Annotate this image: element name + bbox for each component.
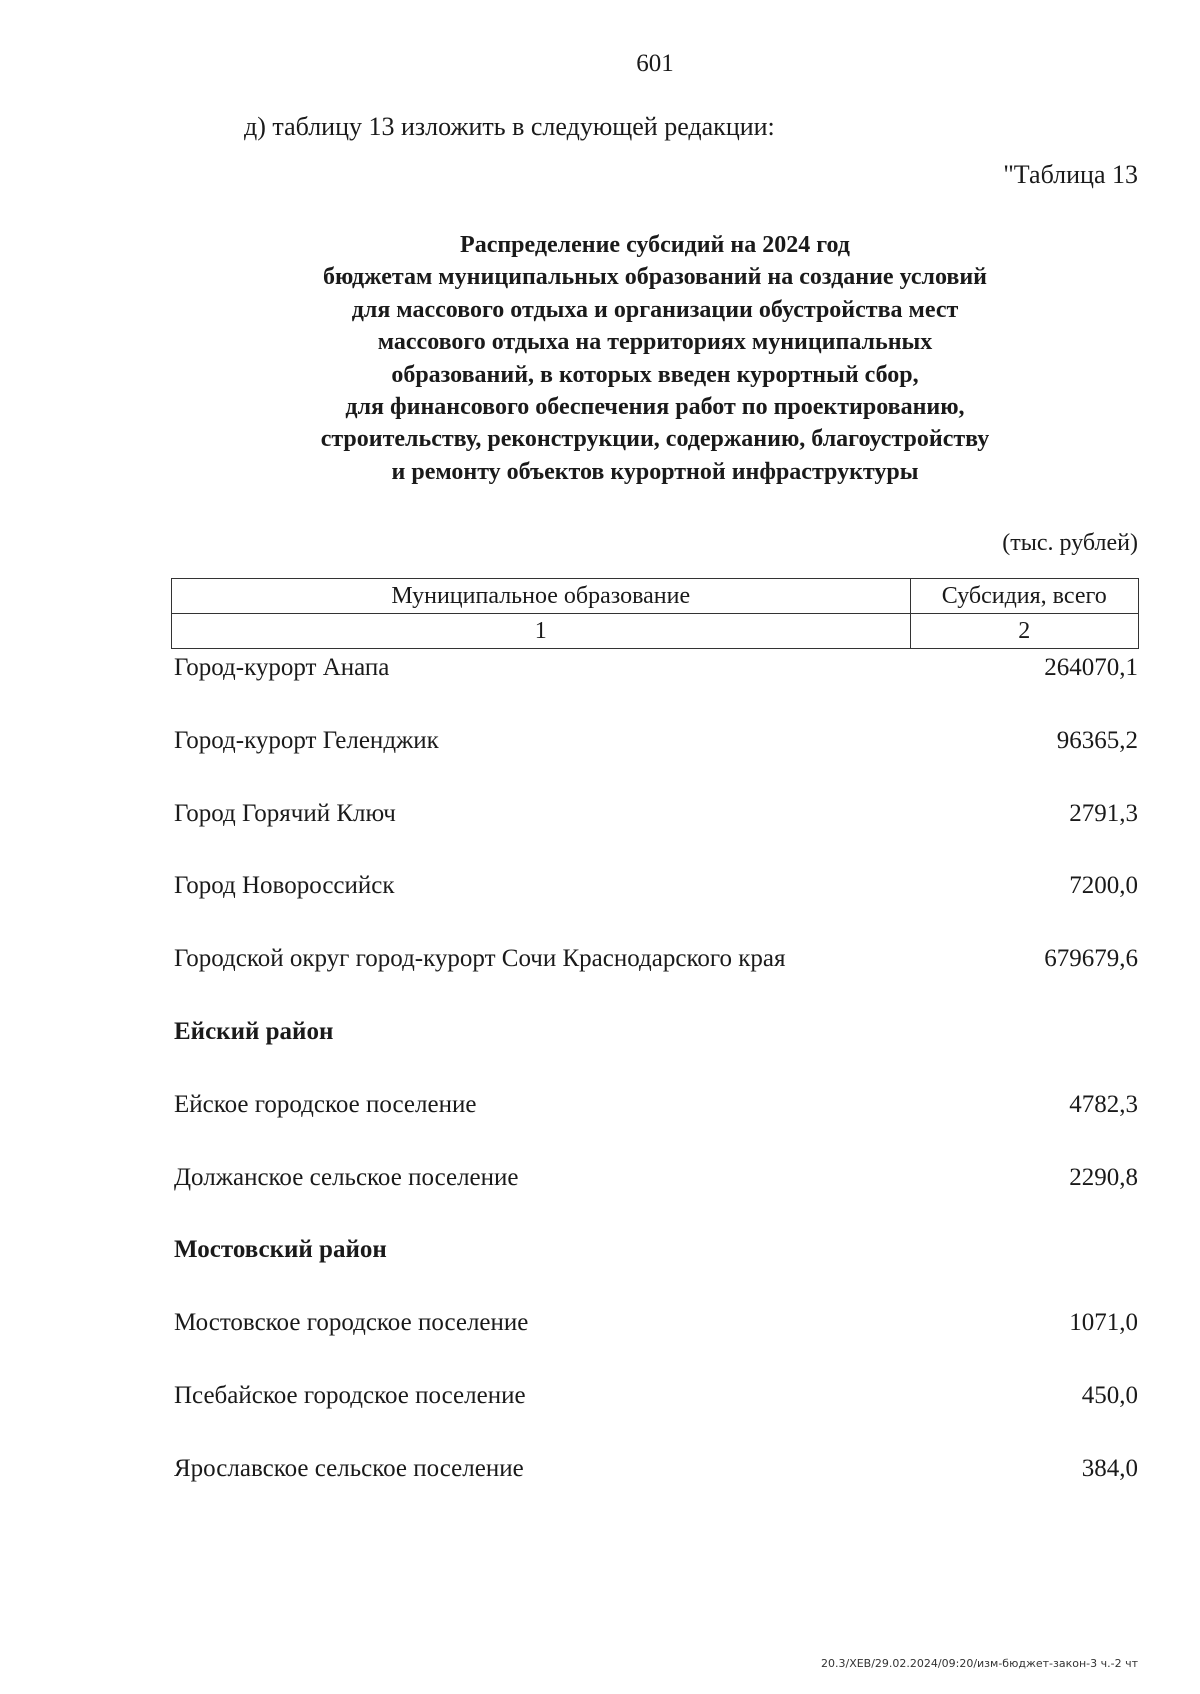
title-line: для массового отдыха и организации обустройства мест (351, 296, 959, 323)
title-line: образований, в которых введен курортный сбор, (391, 361, 919, 388)
table-row (174, 1309, 1138, 1382)
table-row (174, 1455, 1138, 1528)
table-row (174, 654, 1138, 727)
municipality-name: Ейское городское поселение (174, 1090, 477, 1118)
municipality-name: Город Новороссийск (174, 872, 395, 900)
group-row (174, 1018, 1138, 1091)
table-row (174, 800, 1138, 873)
municipality-name: Городской округ город-курорт Сочи Краснодарского края (174, 945, 786, 973)
subsidy-value: 2290,8 (1069, 1163, 1138, 1191)
table-row (174, 727, 1138, 800)
document-title (0, 229, 1200, 488)
subsidy-value: 7200,0 (1069, 872, 1138, 900)
district-name: Ейский район (174, 1017, 334, 1045)
group-row (174, 1236, 1138, 1309)
table-row (174, 1164, 1138, 1237)
table-body (174, 654, 1138, 1528)
subsidy-value: 679679,6 (1044, 945, 1138, 973)
column-number-2: 2 (910, 614, 1138, 649)
title-line: и ремонту объектов курортной инфраструктуры (391, 458, 919, 485)
title-line: для финансового обеспечения работ по проектированию, (345, 394, 965, 421)
table-header (171, 578, 1139, 649)
subsidy-value: 1071,0 (1069, 1309, 1138, 1337)
municipality-name: Город-курорт Геленджик (174, 726, 439, 754)
column-number-row (172, 614, 1139, 649)
municipality-name: Город-курорт Анапа (174, 654, 390, 681)
subsidy-value: 384,0 (1081, 1454, 1138, 1482)
column-number-1: 1 (172, 614, 911, 649)
municipality-name: Мостовское городское поселение (174, 1309, 529, 1337)
subsidy-value: 4782,3 (1069, 1090, 1138, 1118)
table-row (174, 872, 1138, 945)
table-row (174, 1091, 1138, 1164)
title-line: массового отдыха на территориях муниципальных (377, 329, 933, 356)
table-row (174, 1382, 1138, 1455)
header-row (172, 579, 1139, 614)
units-label: (тыс. рублей) (1002, 530, 1138, 556)
table-label: "Таблица 13 (1003, 160, 1138, 189)
title-line: Распределение субсидий на 2024 год (460, 232, 850, 258)
subsidy-value: 96365,2 (1056, 726, 1138, 754)
page-number: 601 (636, 50, 674, 77)
municipality-name: Ярославское сельское поселение (174, 1454, 524, 1482)
subsidy-value: 450,0 (1081, 1381, 1138, 1409)
header-municipality: Муниципальное образование (172, 579, 911, 614)
municipality-name: Город Горячий Ключ (174, 799, 396, 827)
municipality-name: Должанское сельское поселение (174, 1163, 519, 1191)
district-name: Мостовский район (174, 1236, 387, 1264)
title-line: строительству, реконструкции, содержанию, благоустройству (320, 426, 990, 453)
table-row (174, 945, 1138, 1018)
title-line: бюджетам муниципальных образований на создание условий (323, 264, 987, 291)
header-subsidy: Субсидия, всего (910, 579, 1138, 614)
document-footer: 20.3/ХЕВ/29.02.2024/09:20/изм-бюджет-закон-3 ч.-2 чт (821, 1657, 1138, 1670)
subsidy-value: 264070,1 (1044, 654, 1138, 681)
intro-text: д) таблицу 13 изложить в следующей редакции: (244, 112, 775, 141)
municipality-name: Псебайское городское поселение (174, 1381, 526, 1409)
subsidy-value: 2791,3 (1069, 799, 1138, 827)
